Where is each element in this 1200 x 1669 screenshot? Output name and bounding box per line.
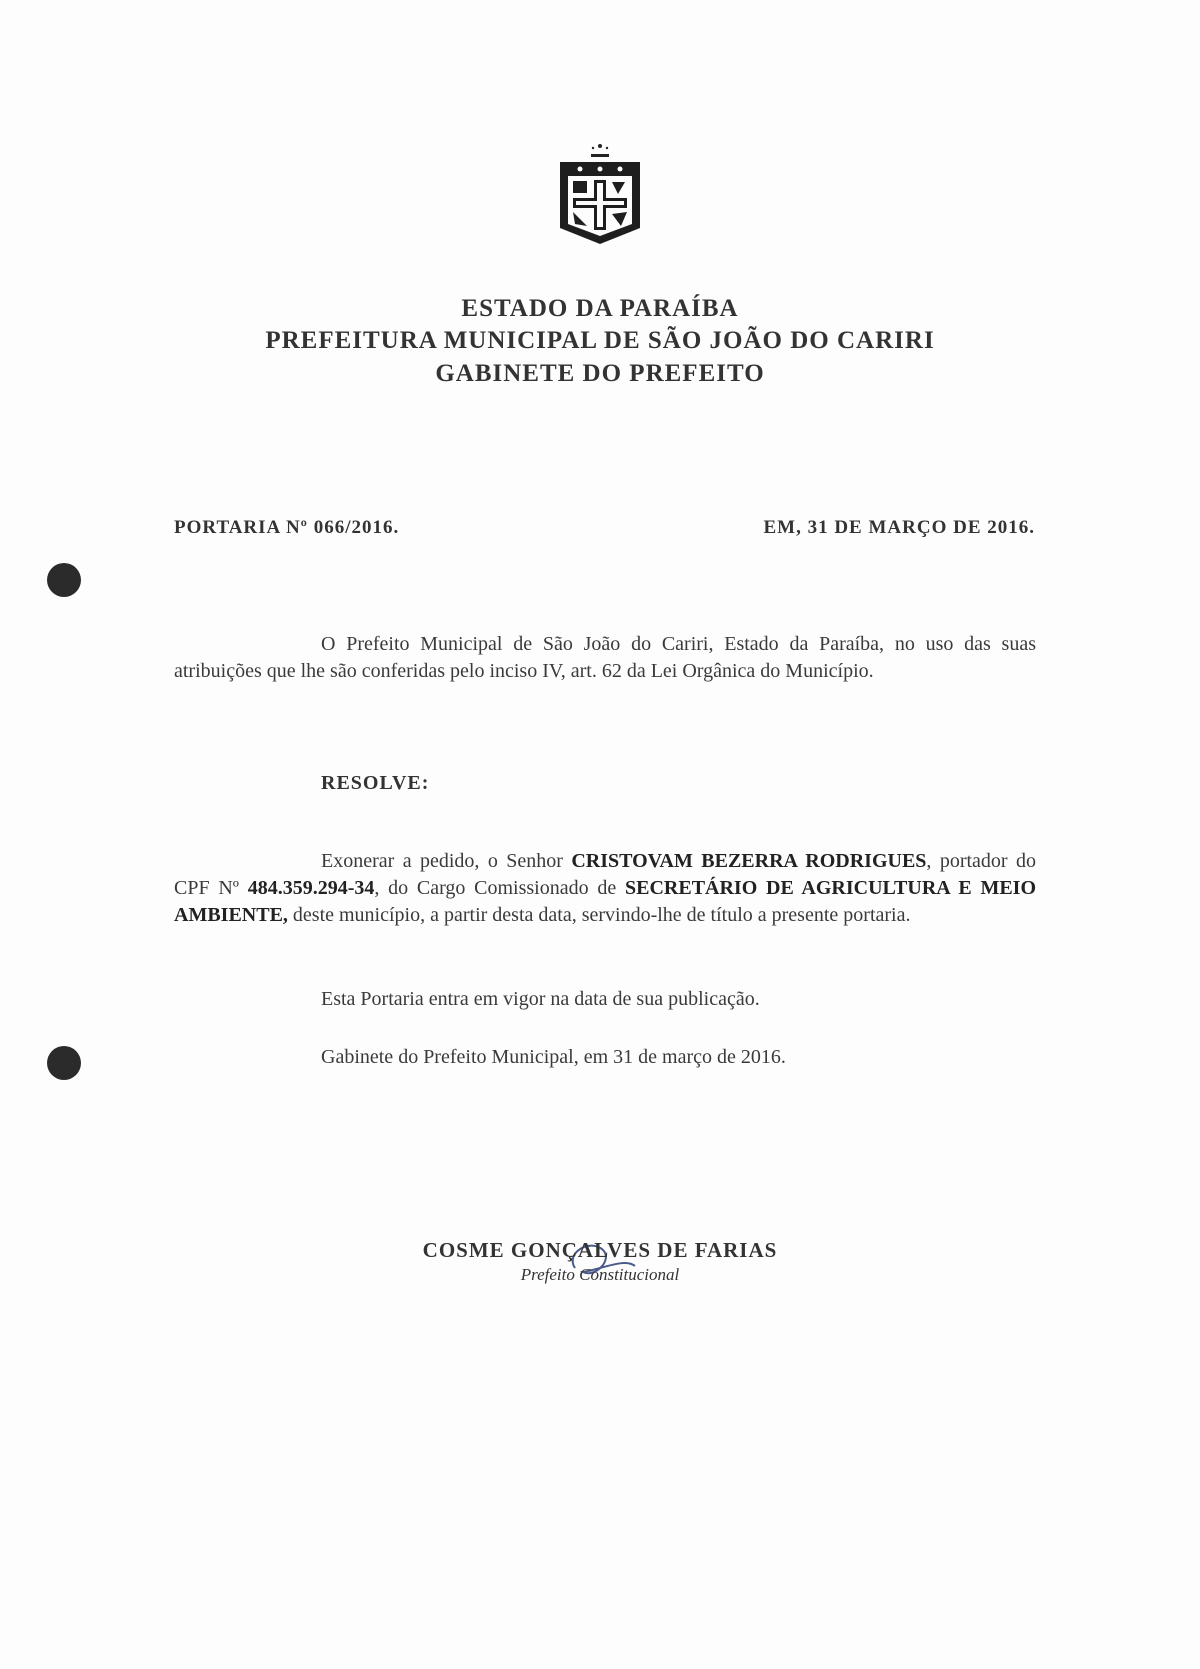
header-cabinet: GABINETE DO PREFEITO xyxy=(435,360,765,387)
exoneration-paragraph xyxy=(174,848,1036,929)
exonerated-name: CRISTOVAM BEZERRA RODRIGUES xyxy=(571,850,927,872)
exoneration-text-4: deste município, a partir desta data, servindo-lhe de título a presente portaria. xyxy=(287,904,911,926)
punch-hole-top xyxy=(47,563,81,597)
resolve-heading: RESOLVE: xyxy=(321,772,430,794)
cpf-number: 484.359.294-34 xyxy=(247,877,375,899)
portaria-number: PORTARIA Nº 066/2016. xyxy=(174,517,400,538)
signer-name: COSME GONÇALVES DE FARIAS xyxy=(422,1238,778,1262)
header-state: ESTADO DA PARAÍBA xyxy=(461,295,739,322)
effect-paragraph: Esta Portaria entra em vigor na data de sua publicação. xyxy=(321,988,760,1010)
intro-text: O Prefeito Municipal de São João do Cariri, Estado da Paraíba, no uso das suas atribuições que lhe são conferidas pelo inciso IV, art. 62 da Lei Orgânica do Município. xyxy=(174,633,1036,682)
municipal-crest-icon xyxy=(555,140,645,250)
exoneration-text-1: Exonerar a pedido, o Senhor xyxy=(321,850,572,872)
header-prefecture: PREFEITURA MUNICIPAL DE SÃO JOÃO DO CARIRI xyxy=(265,327,935,354)
closing-paragraph: Gabinete do Prefeito Municipal, em 31 de março de 2016. xyxy=(321,1046,786,1068)
exoneration-text-2: , portador do CPF Nº xyxy=(174,850,1036,899)
intro-paragraph xyxy=(174,631,1036,685)
position-title: SECRETÁRIO DE AGRICULTURA E MEIO AMBIENTE, xyxy=(174,877,1037,926)
signer-role: Prefeito Constitucional xyxy=(520,1265,680,1284)
exoneration-text-3: , do Cargo Comissionado de xyxy=(374,877,625,899)
punch-hole-bottom xyxy=(47,1046,81,1080)
portaria-date: EM, 31 DE MARÇO DE 2016. xyxy=(763,517,1035,538)
